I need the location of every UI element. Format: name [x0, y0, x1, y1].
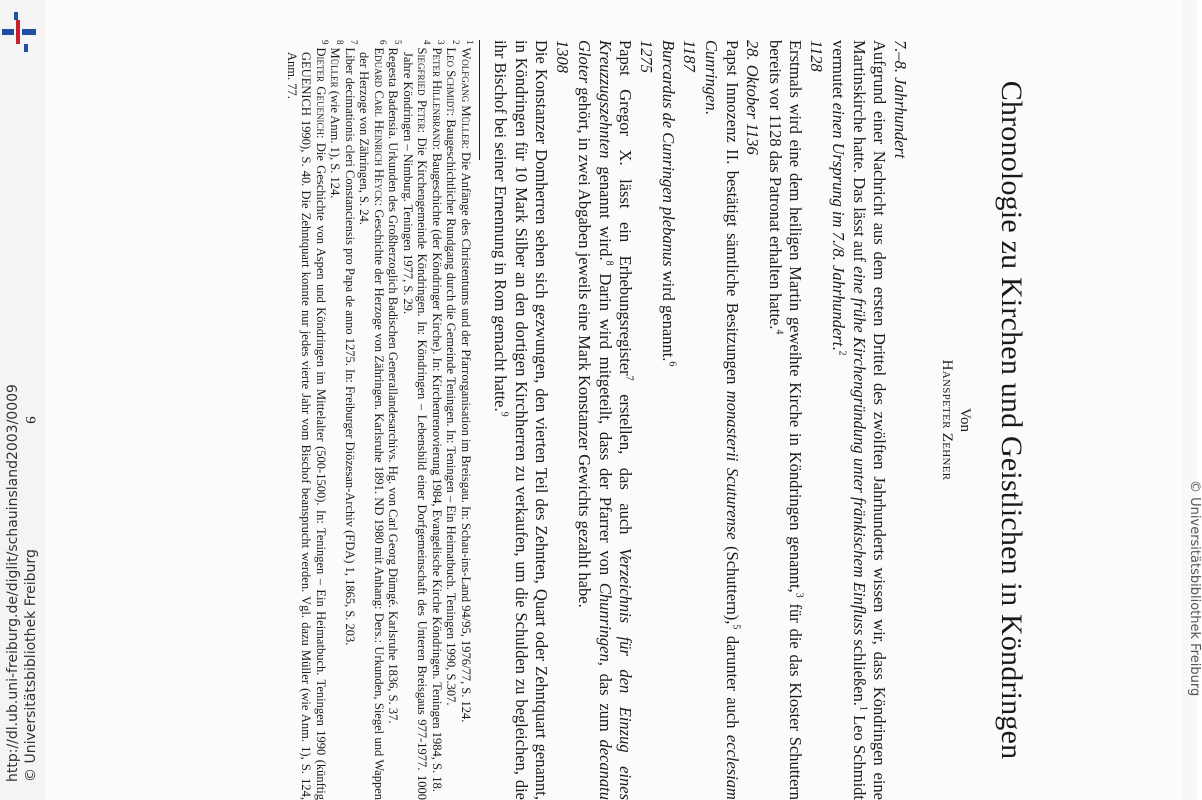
- footnote-ref[interactable]: 7: [624, 375, 635, 381]
- section-heading: 1187: [680, 40, 699, 72]
- footnote-ref[interactable]: 9: [499, 411, 510, 417]
- footnote-ref[interactable]: 2: [837, 350, 848, 356]
- section-heading: 1308: [553, 40, 572, 73]
- section-heading: 28. Oktober 1136: [743, 40, 763, 155]
- section-text: Burcardus de Cunringen plebanus wird genannt.$^6$: [659, 40, 679, 367]
- section-text: Papst Innozenz II. bestätigt sämtliche Besitzungen monasterii Scuturense (Schuttern),$^5$ darunter auch ecclesiam Cunringen.: [702, 40, 742, 800]
- footnote: $^2$Leo Schmidt: Baugeschichtlicher Rundgang durch die Gemeinde Teningen. In: Teningen – Ein Heimatbuch. Teningen 1990, S.307.: [444, 40, 461, 706]
- footnote-ref[interactable]: 6: [667, 361, 678, 367]
- chronology-body: [490, 40, 910, 800]
- byline-von: Von: [957, 408, 973, 432]
- section-text: Aufgrund einer Nachricht aus dem ersten Drittel des zwölften Jahrhunderts wissen wir, dass Köndringen eine Martinskirche hatte. Das lässt auf eine frühe Kirchengründung unter fränkischem Einfluss schließen.$^1$ Leo Schmidt vermutet einen Ursprung im 7./8. Jahrhundert.$^2$: [829, 40, 890, 800]
- footnote-ref[interactable]: 4: [773, 329, 785, 335]
- section-heading: 1275: [637, 40, 656, 73]
- source-url[interactable]: http://dl.ub.uni-freiburg.de/diglit/schauinsland2003/0009: [5, 384, 21, 782]
- footnote-ref[interactable]: 1: [857, 705, 869, 711]
- footnote: $^3$Peter Hillenbrand: Baugeschichte (der Köndringer Kirche). In: Kirchenrenovierung 1984, Evangelische Kirche Köndringen. Teningen 1984, S. 18.: [430, 40, 447, 792]
- footnote-divider: [479, 40, 480, 160]
- byline-author: Hanspeter Zehner: [939, 359, 955, 481]
- footnote-ref[interactable]: 5: [730, 624, 742, 630]
- footnotes: [285, 40, 481, 800]
- section-text: Die Konstanzer Domherren sehen sich gezwungen, den vierten Teil des Zehnten, Quart oder Zehntquart genannt, in Köndringen für 10 Mark Silber an den dortigen Kirchherren zu verkaufen, um die Schulden zu begleichen, die ihr Bischof bei seiner Ernennung in Rom gemacht hatte.$^9$: [491, 40, 552, 800]
- footnote: $^6$Eduard Carl Heinrich Heyck: Geschichte der Herzoge von Zähringen. Karlsruhe 1891. ND 1980 mit Anhang: Ders.: Urkunden, Siegel und Wappen der Herzoge von Zähringen, S. 24.: [357, 40, 389, 800]
- section-heading: 1128: [807, 40, 826, 72]
- footnote-ref[interactable]: 3: [794, 592, 805, 598]
- footnote: $^8$Müller (wie Anm. 1), S. 124.: [328, 40, 345, 199]
- footnote: $^9$Dieter Geuenich: Die Geschichte von Aspen und Köndringen im Mittelalter (500-1500). In: Teningen – Ein Heimatbuch. Teningen 1990 (künftig GEUENICH 1990), S. 40. Die Zehntquart konnte nur jedes vierte Jahr vom Bischof beansprucht werden. Vgl. dazu Müller (wie Anm. 1), S. 124, Anm. 77.: [285, 40, 331, 800]
- right-watermark: © Universitätsbibliothek Freiburg: [1187, 480, 1202, 697]
- section-text: Erstmals wird eine dem heiligen Martin geweihte Kirche in Köndringen genannt,$^3$ für die das Kloster Schuttern bereits vor 1128 das Patronat erhalten hatte.$^4$: [766, 40, 806, 800]
- footnote-ref[interactable]: 8: [603, 260, 615, 266]
- section-heading: 7.–8. Jahrhundert: [891, 40, 910, 159]
- page-title: Chronologie zu Kirchen und Geistlichen in Köndringen: [995, 80, 1028, 760]
- footnote: $^5$Regesta Badensia. Urkunden des Großherzoglich Badischen Generallandesarchivs. Hg. von Carl Georg Dümgé. Karlsruhe 1836, S. 37.: [386, 40, 403, 724]
- page-number: 9: [22, 416, 38, 424]
- footnote: $^4$Siegfried Peter: Die Kirchengemeinde Köndringen. In: Köndringen – Lebensbild einer Dorfgemeinschaft des Unteren Breisgaus 977-1977. 1000 Jahre Köndringen – Nimburg. Teningen 1977, S. 29.: [401, 40, 432, 800]
- footnote: $^1$Wolfgang Müller: Die Anfänge des Christentums und der Pfarrorganisation im Breisgau. In: Schau-ins-Land 94/95, 1976/77, S. 124.: [459, 40, 476, 723]
- library-credit: © Universitätsbibliothek Freiburg: [23, 549, 39, 782]
- page-content: [0, 40, 1040, 800]
- footnote: $^7$Liber decimationis cleri Constanciensis pro Papa de anno 1275. In: Freiburger Diözesan-Archiv (FDA) 1, 1865, S. 203.: [343, 40, 360, 646]
- section-text: Papst Gregor X. lässt ein Erhebungsregister$^7$ erstellen, das auch Verzeichnis für den Einzug eines Kreuzzugszehnten genannt wird.$^8$ Darin wird mitgeteilt, dass der Pfarrer von Chunringen, das zum decanatu Gloter gehört, in zwei Abgaben jeweils eine Mark Konstanzer Gewichts gezahlt habe.: [575, 40, 636, 800]
